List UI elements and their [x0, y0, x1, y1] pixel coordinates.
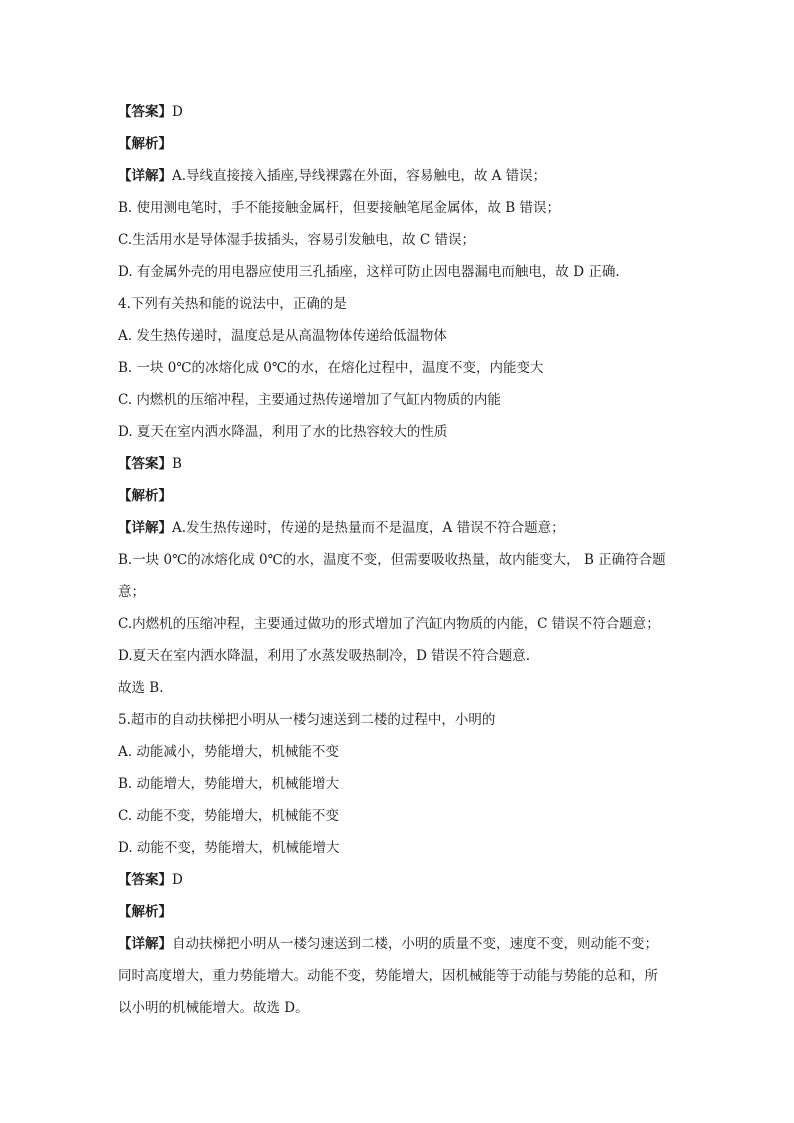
analysis-tag: 【解析】 — [118, 136, 172, 152]
q3-analysis-tag — [118, 134, 172, 154]
q3-detail-c: C.生活用水是导体湿手拔插头，容易引发触电，故 C 错误； — [118, 232, 476, 248]
q4-stem: 4.下列有关热和能的说法中，正确的是 — [118, 296, 347, 312]
q4-option-d: D. 夏天在室内洒水降温，利用了水的比热容较大的性质 — [118, 424, 448, 440]
q5-detail-2: 同时高度增大，重力势能增大。动能不变，势能增大，因机械能等于动能与势能的总和，所 — [118, 968, 658, 984]
detail-tag: 【详解】 — [118, 168, 172, 184]
q4-detail-c: C.内燃机的压缩冲程，主要通过做功的形式增加了汽缸内物质的内能，C 错误不符合题意； — [118, 616, 660, 632]
detail-tag: 【详解】 — [118, 520, 172, 536]
q3-answer-line — [118, 102, 183, 122]
q5-stem: 5.超市的自动扶梯把小明从一楼匀速送到二楼的过程中，小明的 — [118, 712, 496, 728]
q5-option-b: B. 动能增大，势能增大，机械能增大 — [118, 776, 340, 792]
q5-answer-value: D — [172, 872, 183, 888]
q3-detail-d: D. 有金属外壳的用电器应使用三孔插座，这样可防止因电器漏电而触电，故 D 正确. — [118, 264, 620, 280]
q5-detail-line-1 — [118, 934, 658, 954]
q5-detail-3: 以小明的机械能增大。故选 D。 — [118, 1000, 309, 1016]
q4-detail-a: A.发生热传递时，传递的是热量而不是温度，A 错误不符合题意； — [172, 520, 565, 536]
answer-tag: 【答案】 — [118, 456, 172, 472]
q4-answer-line — [118, 454, 182, 474]
q5-option-c: C. 动能不变，势能增大，机械能不变 — [118, 808, 339, 824]
q3-detail-b: B. 使用测电笔时，手不能接触金属杆，但要接触笔尾金属体，故 B 错误； — [118, 200, 561, 216]
q4-detail-b1: B.一块 0℃的冰熔化成 0℃的水，温度不变，但需要吸收热量，故内能变大， B 正确符合题 — [118, 552, 666, 568]
answer-tag: 【答案】 — [118, 872, 172, 888]
q5-option-a: A. 动能减小，势能增大，机械能不变 — [118, 744, 339, 760]
q3-answer-value: D — [172, 104, 183, 120]
q5-option-d: D. 动能不变，势能增大，机械能增大 — [118, 840, 340, 856]
q4-option-c: C. 内燃机的压缩冲程，主要通过热传递增加了气缸内物质的内能 — [118, 392, 501, 408]
q4-option-b: B. 一块 0℃的冰熔化成 0℃的水，在熔化过程中，温度不变，内能变大 — [118, 360, 544, 376]
q4-conclusion: 故选 B. — [118, 680, 164, 696]
q3-detail-a: A.导线直接接入插座,导线裸露在外面，容易触电，故 A 错误； — [172, 168, 547, 184]
analysis-tag: 【解析】 — [118, 904, 172, 920]
analysis-tag: 【解析】 — [118, 488, 172, 504]
detail-tag: 【详解】 — [118, 936, 172, 952]
q5-detail-1: 自动扶梯把小明从一楼匀速送到二楼，小明的质量不变，速度不变，则动能不变； — [172, 936, 658, 952]
q5-analysis-tag — [118, 902, 172, 922]
q4-analysis-tag — [118, 486, 172, 506]
q4-detail-b2: 意； — [118, 584, 145, 600]
q5-answer-line — [118, 870, 183, 890]
q4-option-a: A. 发生热传递时，温度总是从高温物体传递给低温物体 — [118, 328, 447, 344]
q3-detail-line-a — [118, 166, 546, 186]
q4-detail-line-a — [118, 518, 565, 538]
q4-answer-value: B — [172, 456, 182, 472]
answer-tag: 【答案】 — [118, 104, 172, 120]
q4-detail-d: D.夏天在室内洒水降温，利用了水蒸发吸热制冷，D 错误不符合题意. — [118, 648, 531, 664]
